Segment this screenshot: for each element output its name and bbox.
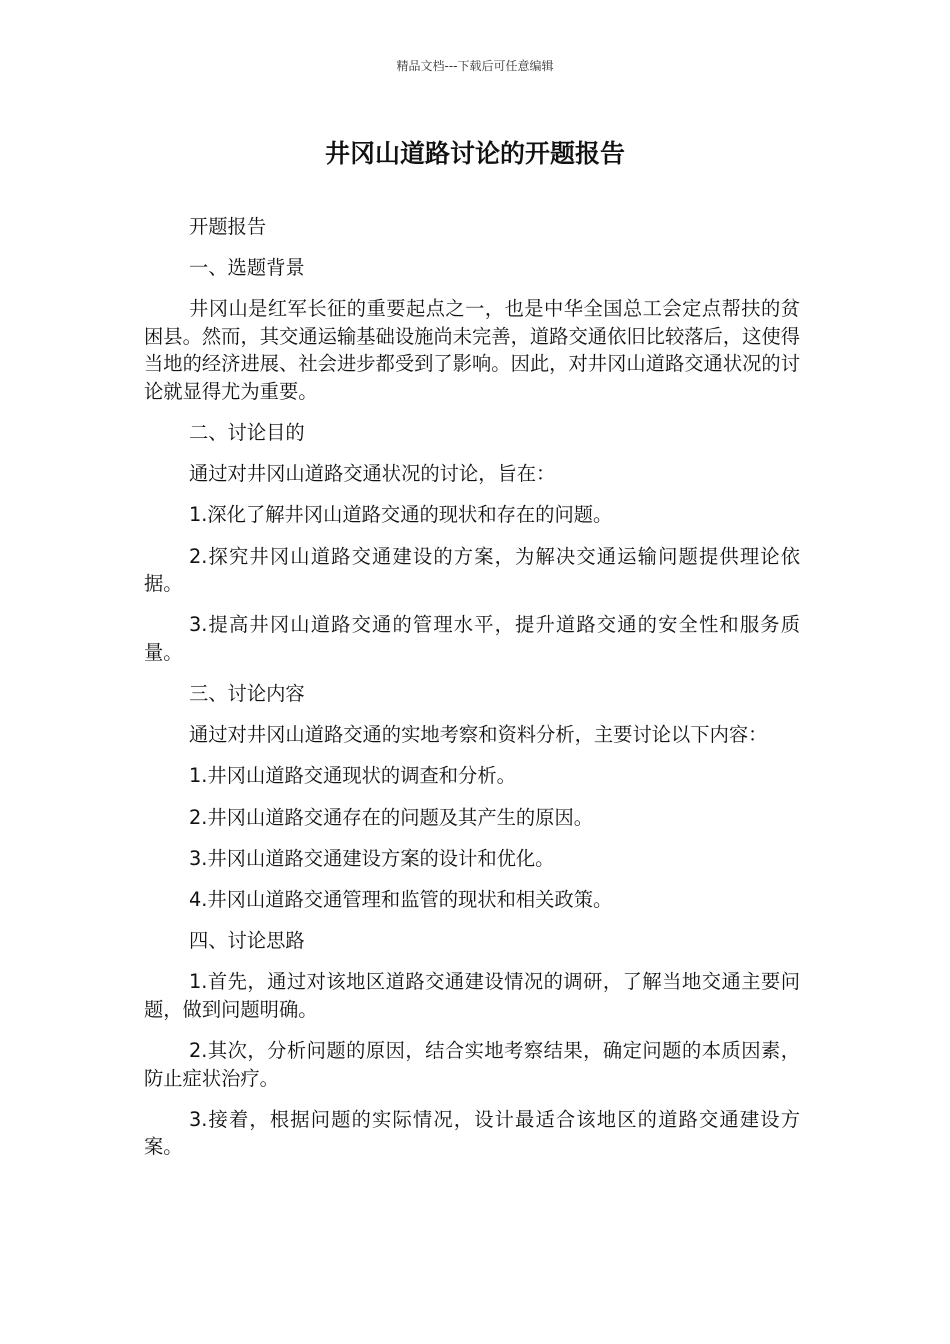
heading-research-approach: 四、讨论思路 — [189, 929, 305, 953]
heading-research-content: 三、讨论内容 — [189, 682, 305, 705]
list-item-approach-1: 1.首先，通过对该地区道路交通建设情况的调研，了解当地交通主要问题，做到问题明确。 — [144, 970, 800, 1021]
document-title: 井冈山道路讨论的开题报告 — [324, 139, 625, 168]
list-item-purpose-3: 3.提高井冈山道路交通的管理水平，提升道路交通的安全性和服务质量。 — [144, 613, 800, 664]
heading-research-purpose: 二、讨论目的 — [189, 421, 305, 445]
list-item-approach-2: 2.其次，分析问题的原因，结合实地考察结果，确定问题的本质因素，防止症状治疗。 — [144, 1039, 800, 1090]
list-item-purpose-1: 1.深化了解井冈山道路交通的现状和存在的问题。 — [189, 503, 613, 527]
paragraph-report-label: 开题报告 — [189, 215, 267, 238]
paragraph-purpose-intro: 通过对井冈山道路交通状况的讨论，旨在： — [189, 462, 556, 486]
paragraph-content-intro: 通过对井冈山道路交通的实地考察和资料分析，主要讨论以下内容： — [189, 723, 768, 747]
list-item-content-3: 3.井冈山道路交通建设方案的设计和优化。 — [189, 846, 555, 870]
document-body — [144, 213, 800, 1174]
list-item-content-2: 2.井冈山道路交通存在的问题及其产生的原因。 — [189, 805, 594, 829]
list-item-purpose-2: 2.探究井冈山道路交通建设的方案，为解决交通运输问题提供理论依据。 — [144, 544, 800, 596]
list-item-approach-3: 3.接着，根据问题的实际情况，设计最适合该地区的道路交通建设方案。 — [144, 1107, 800, 1159]
list-item-content-1: 1.井冈山道路交通现状的调查和分析。 — [189, 764, 516, 788]
list-item-content-4: 4.井冈山道路交通管理和监管的现状和相关政策。 — [189, 887, 613, 911]
paragraph-background: 井冈山是红军长征的重要起点之一，也是中华全国总工会定点帮扶的贫困县。然而，其交通运输基础设施尚未完善，道路交通依旧比较落后，这使得当地的经济进展、社会进步都受到了影响。因此，对井冈山道路交通状况的讨论就显得尤为重要。 — [144, 297, 800, 403]
page-header-note: 精品文档---下载后可任意编辑 — [396, 59, 554, 73]
heading-topic-background: 一、选题背景 — [189, 256, 305, 280]
